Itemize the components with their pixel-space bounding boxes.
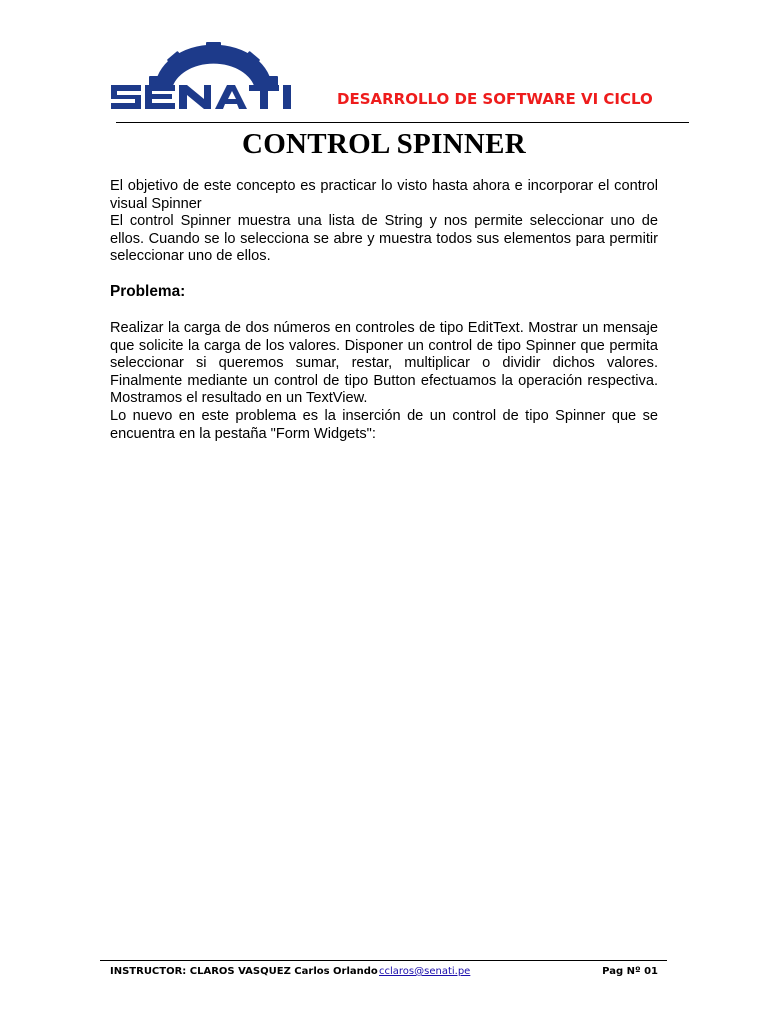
footer-instructor: INSTRUCTOR: CLAROS VASQUEZ Carlos Orlando [110,966,378,977]
footer-page-number: Pag Nº 01 [602,966,658,977]
footer-email-link[interactable]: cclaros@senati.pe [379,966,471,977]
problem-paragraph: Lo nuevo en este problema es la inserción de un control de tipo Spinner que se encuentra en la pestaña "Form Widgets": [110,407,658,442]
intro-paragraph: El objetivo de este concepto es practicar lo visto hasta ahora e incorporar el control visual Spinner [110,178,658,212]
course-title: DESARROLLO DE SOFTWARE VI CICLO [337,90,653,108]
problem-paragraph: Realizar la carga de dos números en controles de tipo EditText. Mostrar un mensaje que solicite la carga de los valores. Disponer un control de tipo Spinner que permita seleccionar si queremos sumar, restar, multiplicar o dividir dichos valores. Finalmente mediante un control de tipo Button efectuamos la operación respectiva. Mostramos el resultado en un TextView. [110,319,658,407]
gear-icon [149,42,278,89]
document-body [110,178,658,443]
header-divider [116,122,689,123]
intro-paragraph: El control Spinner muestra una lista de String y nos permite seleccionar uno de ellos. Cuando se lo selecciona se abre y muestra todos sus elementos para permitir seleccionar uno de ellos. [110,213,658,265]
problem-heading: Problema: [110,282,186,300]
senati-wordmark [111,85,291,109]
senati-logo [109,41,315,109]
footer-divider [100,960,667,961]
document-title: CONTROL SPINNER [241,128,527,160]
